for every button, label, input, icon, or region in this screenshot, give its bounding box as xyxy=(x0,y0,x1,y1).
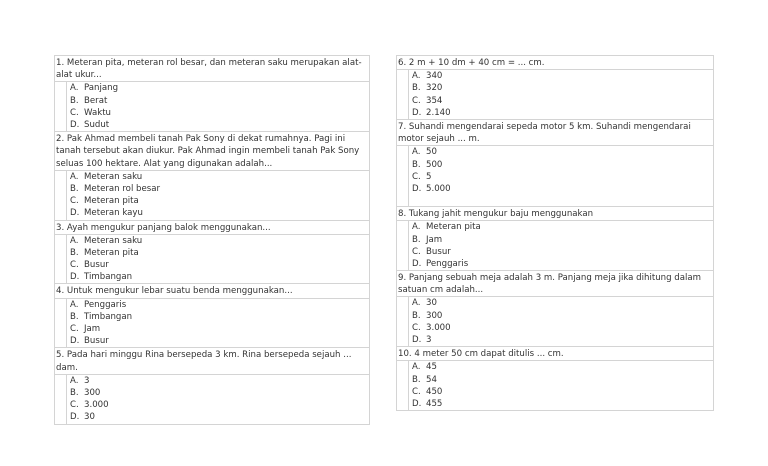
answer-option[interactable] xyxy=(67,119,369,131)
answer-option[interactable] xyxy=(409,146,713,158)
answer-option[interactable] xyxy=(67,311,369,323)
option-letter: C. xyxy=(412,171,421,182)
answer-option[interactable] xyxy=(67,271,369,283)
answer-option[interactable] xyxy=(67,207,369,219)
question-text: 7. Suhandi mengendarai sepeda motor 5 km. Suhandi mengendarai motor sejauh ... m. xyxy=(397,120,713,146)
answer-option[interactable] xyxy=(67,171,369,183)
option-text: 5 xyxy=(426,171,432,182)
option-text: 300 xyxy=(426,310,443,321)
answer-option[interactable] xyxy=(67,335,369,347)
option-text: Jam xyxy=(426,234,443,245)
spacer xyxy=(409,195,713,206)
answer-options xyxy=(408,297,713,346)
option-text: 30 xyxy=(426,298,437,309)
answer-options xyxy=(408,361,713,410)
option-text: 2.140 xyxy=(426,107,451,118)
option-letter: C. xyxy=(412,95,421,106)
option-letter: A. xyxy=(412,298,421,309)
option-text: Meteran pita xyxy=(84,196,139,207)
answer-option[interactable] xyxy=(67,299,369,311)
option-letter: D. xyxy=(70,119,80,130)
option-letter: B. xyxy=(70,247,79,258)
answer-option[interactable] xyxy=(409,221,713,233)
answer-option[interactable] xyxy=(67,247,369,259)
option-text: Panjang xyxy=(84,83,119,94)
answer-option[interactable] xyxy=(67,235,369,247)
option-text: Meteran kayu xyxy=(84,208,143,219)
answer-option[interactable] xyxy=(409,374,713,386)
option-letter: B. xyxy=(412,234,421,245)
option-text: Meteran saku xyxy=(84,171,143,182)
answer-option[interactable] xyxy=(409,159,713,171)
question-text: 9. Panjang sebuah meja adalah 3 m. Panjang meja jika dihitung dalam satuan cm adalah... xyxy=(397,271,713,297)
option-text: Penggaris xyxy=(84,299,127,310)
answer-options xyxy=(66,171,369,220)
answer-options xyxy=(408,221,713,270)
option-text: 450 xyxy=(426,386,443,397)
option-letter: A. xyxy=(70,299,79,310)
option-text: 3.000 xyxy=(426,322,451,333)
option-text: 3 xyxy=(426,335,432,346)
question-block xyxy=(396,55,714,119)
option-text: Waktu xyxy=(84,107,112,118)
option-letter: D. xyxy=(412,107,422,118)
option-text: Busur xyxy=(426,246,451,257)
option-text: 300 xyxy=(84,388,101,399)
question-text: 1. Meteran pita, meteran rol besar, dan meteran saku merupakan alat-alat ukur... xyxy=(55,56,369,82)
question-text: 5. Pada hari minggu Rina bersepeda 3 km. Rina bersepeda sejauh ... dam. xyxy=(55,348,369,374)
option-letter: C. xyxy=(70,260,79,271)
option-text: 45 xyxy=(426,362,437,373)
option-text: 5.000 xyxy=(426,183,451,194)
option-letter: C. xyxy=(412,322,421,333)
option-text: Meteran rol besar xyxy=(84,183,161,194)
option-text: 3.000 xyxy=(84,400,109,411)
answer-option[interactable] xyxy=(409,246,713,258)
option-letter: B. xyxy=(70,311,79,322)
option-letter: B. xyxy=(412,159,421,170)
answer-option[interactable] xyxy=(67,107,369,119)
option-letter: D. xyxy=(412,258,422,269)
option-letter: B. xyxy=(70,183,79,194)
question-block xyxy=(396,346,714,411)
answer-option[interactable] xyxy=(409,82,713,94)
option-letter: C. xyxy=(70,196,79,207)
question-block xyxy=(396,270,714,346)
option-letter: A. xyxy=(70,83,79,94)
answer-option[interactable] xyxy=(409,95,713,107)
question-text: 2. Pak Ahmad membeli tanah Pak Sony di dekat rumahnya. Pagi ini tanah tersebut akan diukur. Pak Ahmad ingin membeli tanah Pak Sony seluas 100 hektare. Alat yang digunakan adalah... xyxy=(55,132,369,171)
option-letter: C. xyxy=(70,107,79,118)
answer-option[interactable] xyxy=(409,398,713,410)
option-text: Meteran pita xyxy=(426,222,481,233)
question-text: 6. 2 m + 10 dm + 40 cm = ... cm. xyxy=(397,56,713,70)
question-block xyxy=(54,283,370,347)
option-letter: A. xyxy=(70,375,79,386)
answer-option[interactable] xyxy=(409,258,713,270)
answer-option[interactable] xyxy=(67,259,369,271)
answer-option[interactable] xyxy=(409,107,713,119)
option-letter: D. xyxy=(70,272,80,283)
answer-options xyxy=(66,235,369,284)
option-text: Penggaris xyxy=(426,258,469,269)
option-text: Jam xyxy=(84,324,101,335)
option-letter: B. xyxy=(412,83,421,94)
question-block xyxy=(54,131,370,219)
question-block xyxy=(396,119,714,206)
option-letter: A. xyxy=(70,171,79,182)
answer-option[interactable] xyxy=(409,183,713,195)
answer-option[interactable] xyxy=(409,234,713,246)
option-text: 50 xyxy=(426,147,437,158)
answer-options xyxy=(408,146,713,206)
option-text: Busur xyxy=(84,336,109,347)
answer-option[interactable] xyxy=(409,171,713,183)
answer-option[interactable] xyxy=(67,82,369,94)
option-letter: D. xyxy=(412,398,422,409)
option-letter: A. xyxy=(412,71,421,82)
option-letter: C. xyxy=(412,246,421,257)
answer-option[interactable] xyxy=(67,195,369,207)
option-letter: C. xyxy=(70,400,79,411)
answer-option[interactable] xyxy=(409,297,713,309)
option-text: 354 xyxy=(426,95,443,106)
option-letter: D. xyxy=(70,412,80,423)
answer-option[interactable] xyxy=(409,70,713,82)
question-block xyxy=(54,347,370,424)
option-text: 455 xyxy=(426,398,443,409)
answer-option[interactable] xyxy=(67,183,369,195)
option-text: Sudut xyxy=(84,119,110,130)
option-letter: C. xyxy=(412,386,421,397)
option-text: 340 xyxy=(426,71,443,82)
question-column-right xyxy=(396,55,714,411)
option-letter: A. xyxy=(412,362,421,373)
option-text: 320 xyxy=(426,83,443,94)
answer-option[interactable] xyxy=(67,323,369,335)
option-letter: D. xyxy=(70,208,80,219)
option-text: Meteran pita xyxy=(84,247,139,258)
option-text: 54 xyxy=(426,374,437,385)
option-letter: A. xyxy=(412,222,421,233)
answer-option[interactable] xyxy=(67,411,369,423)
option-text: Berat xyxy=(84,95,108,106)
answer-option[interactable] xyxy=(67,399,369,411)
option-letter: B. xyxy=(70,388,79,399)
question-text: 8. Tukang jahit mengukur baju menggunakan xyxy=(397,207,713,221)
option-letter: B. xyxy=(412,310,421,321)
question-column-left xyxy=(54,55,370,425)
option-text: 3 xyxy=(84,375,90,386)
answer-option[interactable] xyxy=(409,322,713,334)
question-text: 10. 4 meter 50 cm dapat ditulis ... cm. xyxy=(397,347,713,361)
option-letter: D. xyxy=(412,335,422,346)
option-text: Timbangan xyxy=(84,311,133,322)
option-letter: D. xyxy=(412,183,422,194)
option-letter: B. xyxy=(70,95,79,106)
answer-option[interactable] xyxy=(67,387,369,399)
answer-option[interactable] xyxy=(67,95,369,107)
answer-options xyxy=(408,70,713,119)
question-block xyxy=(54,55,370,131)
question-text: 4. Untuk mengukur lebar suatu benda menggunakan... xyxy=(55,284,369,298)
answer-option[interactable] xyxy=(409,386,713,398)
option-letter: A. xyxy=(412,147,421,158)
option-letter: D. xyxy=(70,336,80,347)
answer-option[interactable] xyxy=(409,361,713,373)
answer-option[interactable] xyxy=(67,375,369,387)
option-text: Busur xyxy=(84,260,109,271)
option-text: Meteran saku xyxy=(84,235,143,246)
answer-options xyxy=(66,82,369,131)
option-letter: A. xyxy=(70,235,79,246)
option-letter: B. xyxy=(412,374,421,385)
answer-option[interactable] xyxy=(409,310,713,322)
answer-options xyxy=(66,375,369,424)
question-block xyxy=(396,206,714,270)
option-text: 500 xyxy=(426,159,443,170)
option-text: 30 xyxy=(84,412,95,423)
answer-option[interactable] xyxy=(409,334,713,346)
question-block xyxy=(54,220,370,284)
option-text: Timbangan xyxy=(84,272,133,283)
option-letter: C. xyxy=(70,324,79,335)
answer-options xyxy=(66,299,369,348)
question-text: 3. Ayah mengukur panjang balok menggunakan... xyxy=(55,221,369,235)
